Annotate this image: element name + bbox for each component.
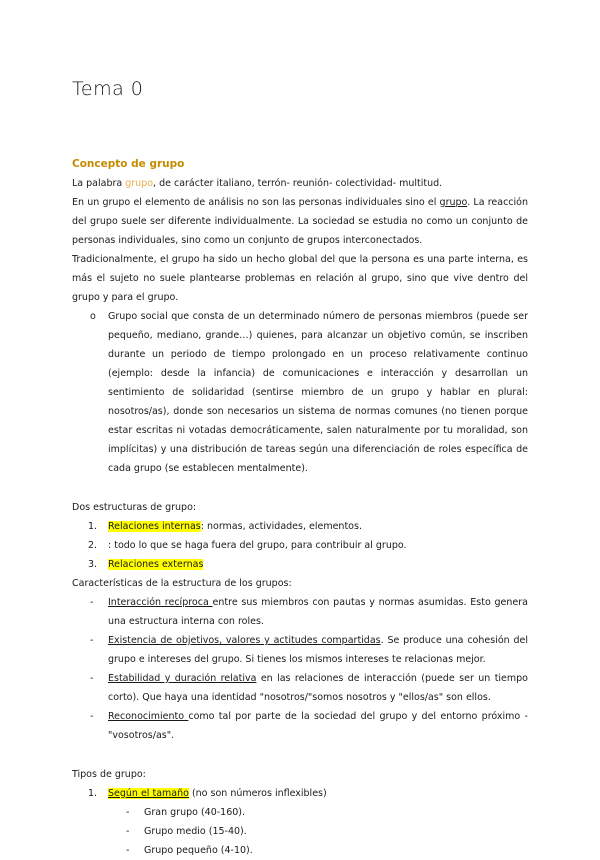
dash-bullet: - <box>90 711 94 722</box>
characteristics-heading: Características de la estructura de los grupos: <box>72 578 292 589</box>
dash-bullet: - <box>126 845 130 856</box>
characteristic-item <box>72 631 528 669</box>
structure-item <box>72 536 528 555</box>
types-highlight: Según el tamaño <box>108 788 189 799</box>
paragraph-traditional: Tradicionalmente, el grupo ha sido un hecho global del que la persona es una parte interna, es más el sujeto no suele plantearse problemas en relación al grupo, sino que vive dentro del grupo y para el grupo. <box>72 254 528 303</box>
circle-bullet-icon: o <box>90 311 96 322</box>
size-item <box>72 803 528 822</box>
circle-item-text: Grupo social que consta de un determinado número de personas miembros (puede ser pequeño, mediano, grande…) quienes, para alcanzar un objetivo común, se inscriben durante un periodo de tiempo prolongado en un proceso relativamente continuo (ejemplo: desde la infancia) de comunicaciones e interacción y desarrollan un sentimiento de solidaridad (sentirse miembro de un grupo y hablar en plural: nosotros/as), donde son necesarios un sistema de normas comunes (no tienen porque estar escritas ni votadas democráticamente, salen naturalmente por tu moralidad, son implícitas) y una distribución de tareas según una diferenciación de roles específica de cada grupo (se establecen mentalmente). <box>108 311 528 474</box>
paragraph-definition <box>72 174 528 193</box>
characteristic-text: como tal por parte de la sociedad del grupo y del entorno próximo - "vosotros/as". <box>108 711 528 741</box>
characteristic-text: . Se produce una cohesión del grupo e intereses del grupo. Si tienes los mismos intereses te relacionas mejor. <box>108 635 528 665</box>
structure-number: 1. <box>88 521 98 532</box>
characteristic-item <box>72 593 528 631</box>
p1-text-a: La palabra <box>72 178 126 189</box>
p1-text-b: , de carácter italiano, terrón- reunión- colectividad- multitud. <box>153 178 443 189</box>
size-item <box>72 822 528 841</box>
structure-item <box>72 555 528 574</box>
characteristic-item <box>72 707 528 745</box>
p2-text-a: En un grupo el elemento de análisis no son las personas individuales sino el <box>72 197 440 208</box>
dash-bullet: - <box>126 807 130 818</box>
size-item <box>72 841 528 860</box>
page-title: Tema 0 <box>72 78 144 100</box>
document-body <box>72 154 528 860</box>
circle-list-item <box>72 307 528 478</box>
grupo-word-underlined: grupo <box>439 197 468 208</box>
types-item <box>72 784 528 803</box>
characteristic-text: en las relaciones de interacción (puede ser un tiempo corto). Que haya una identidad "nosotros/"somos nosotros y "ellos/as" son ellos. <box>108 673 528 703</box>
size-text: Gran grupo (40-160). <box>144 807 246 818</box>
types-number: 1. <box>88 788 98 799</box>
structure-highlight: Relaciones externas <box>108 559 204 570</box>
size-text: Grupo pequeño (4-10). <box>144 845 253 856</box>
dash-bullet: - <box>90 635 94 646</box>
structures-heading: Dos estructuras de grupo: <box>72 502 197 513</box>
structure-item <box>72 517 528 536</box>
structure-number: 3. <box>88 559 98 570</box>
dash-bullet: - <box>126 826 130 837</box>
size-text: Grupo medio (15-40). <box>144 826 247 837</box>
types-text: (no son números inflexibles) <box>188 788 327 799</box>
grupo-word-highlight: grupo <box>125 178 154 189</box>
section-heading: Concepto de grupo <box>72 158 185 170</box>
characteristic-title: Interacción recíproca <box>108 597 213 608</box>
spacer <box>72 478 528 498</box>
characteristic-text: entre sus miembros con pautas y normas asumidas. Esto genera una estructura interna con roles. <box>108 597 528 627</box>
characteristic-item <box>72 669 528 707</box>
types-heading: Tipos de grupo: <box>72 769 146 780</box>
characteristic-title: Reconocimiento <box>108 711 189 722</box>
structure-number: 2. <box>88 540 98 551</box>
dash-bullet: - <box>90 597 94 608</box>
structure-text: : todo lo que se haga fuera del grupo, para contribuir al grupo. <box>108 540 407 551</box>
structure-highlight: Relaciones internas <box>108 521 201 532</box>
structure-text: : normas, actividades, elementos. <box>200 521 362 532</box>
dash-bullet: - <box>90 673 94 684</box>
paragraph-analysis <box>72 193 528 250</box>
characteristic-title: Estabilidad y duración relativa <box>108 673 257 684</box>
spacer <box>72 745 528 765</box>
characteristic-title: Existencia de objetivos, valores y actitudes compartidas <box>108 635 381 646</box>
p2-text-b: . La reacción del grupo suele ser diferente individualmente. La sociedad se estudia no como un conjunto de personas individuales, sino como un conjunto de grupos interconectados. <box>72 197 528 246</box>
